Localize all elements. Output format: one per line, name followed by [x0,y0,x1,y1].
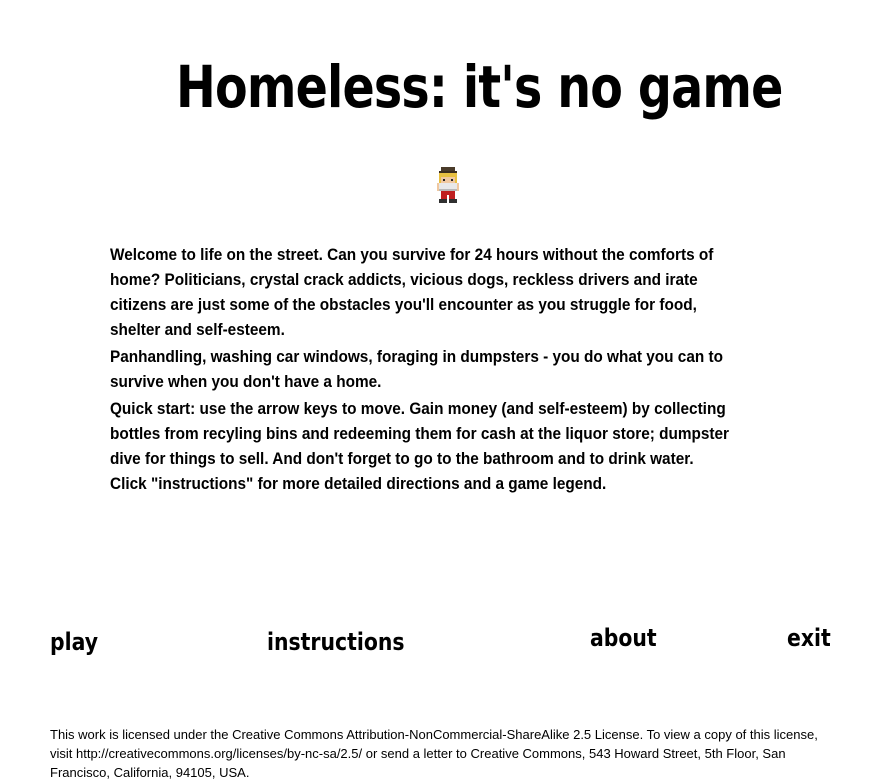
intro-paragraph-welcome: Welcome to life on the street. Can you survive for 24 hours without the comforts of home? Politicians, crystal crack addicts, vicious dogs, reckless drivers and irate citizens are just some of the obstacles you'll encounter as you struggle for food, shelter and self-esteem. [110,246,714,339]
sprite-hair-side-left [439,177,441,183]
about-button[interactable]: about [590,624,657,652]
sprite-hair [439,173,457,177]
sprite-eye-right [451,179,453,181]
intro-paragraph-quick-start: Quick start: use the arrow keys to move. Gain money (and self-esteem) by collecting bottles from recyling bins and redeeming them for cash at the liquor store; dumpster dive for things to sell. And don't forget to go to the bathroom and to drink water. Click "instructions" for more detailed directions and a game legend. [110,400,730,493]
instructions-button[interactable]: instructions [267,628,405,656]
sprite-arm-right [457,183,459,191]
sprite-eye-left [443,179,445,181]
game-title: Homeless: it's no game [176,53,783,121]
sprite-hair-side-right [455,177,457,183]
homeless-character-sprite-icon [435,167,461,205]
sprite-arm-left [437,183,439,191]
license-notice: This work is licensed under the Creative Commons Attribution-NonCommercial-ShareAlike 2.5 License. To view a copy of this license, visit http://creativecommons.org/licenses/by-nc-sa/2.5/ or send a letter to Creative Commons, 543 Howard Street, 5th Floor, San Francisco, California, 94105, USA. [50,727,818,780]
play-button[interactable]: play [50,628,99,656]
sprite-shirt-shade [439,189,457,191]
sprite-shoe-right [449,199,457,203]
sprite-shoe-left [439,199,447,203]
sprite-hat [441,167,455,171]
intro-paragraph-panhandling: Panhandling, washing car windows, foraging in dumpsters - you do what you can to survive when you don't have a home. [110,348,724,391]
sprite-pants-gap [447,195,449,199]
exit-button[interactable]: exit [787,624,831,652]
sprite-hat-brim [439,171,457,173]
intro-text [110,243,733,499]
